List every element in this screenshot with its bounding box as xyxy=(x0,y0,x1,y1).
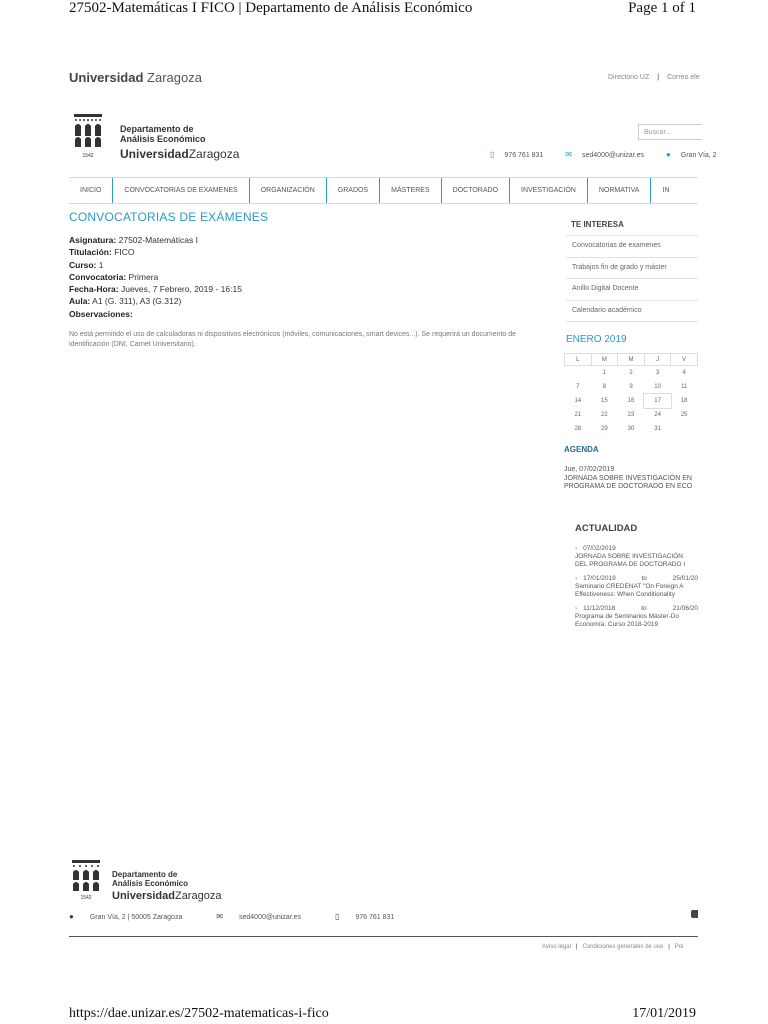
calendar-grid xyxy=(564,353,698,436)
news-item[interactable] xyxy=(575,605,698,629)
field-curso xyxy=(69,259,242,271)
calendar-day[interactable]: 14 xyxy=(574,398,582,404)
field-value: A1 (G. 311), A3 (G.312) xyxy=(92,296,182,307)
calendar-day[interactable]: 24 xyxy=(654,412,661,418)
field-label: Fecha-Hora: xyxy=(69,284,119,295)
exam-details xyxy=(69,234,242,320)
actualidad-heading: ACTUALIDAD xyxy=(575,523,638,534)
nav-grados[interactable]: GRADOS xyxy=(327,178,380,203)
page-title: CONVOCATORIAS DE EXÁMENES xyxy=(69,210,269,224)
calendar-day[interactable]: 16 xyxy=(627,398,635,404)
news-date: 07/02/2019 xyxy=(583,545,616,552)
header-contact xyxy=(490,150,717,159)
field-fecha-hora xyxy=(69,283,242,295)
search-input[interactable]: Buscar... xyxy=(638,124,702,140)
calendar-day[interactable]: 21 xyxy=(574,412,582,418)
footer-contact xyxy=(69,912,426,921)
news-to: to xyxy=(641,605,647,612)
news-item[interactable] xyxy=(575,575,698,599)
calendar-title: ENERO 2019 xyxy=(566,334,627,345)
calendar-day[interactable]: 18 xyxy=(680,398,688,404)
footer-address-text: Gran Vía, 2 | 50005 Zaragoza xyxy=(89,914,183,921)
footer-email-text: sed4000@unizar.es xyxy=(239,914,301,921)
header-email[interactable] xyxy=(565,152,654,159)
univ-brand-bold: Universidad xyxy=(69,70,144,85)
pdf-footer xyxy=(69,1006,696,1022)
main-nav xyxy=(69,177,698,204)
calendar-day xyxy=(565,366,592,381)
univ-brand-rest: Zaragoza xyxy=(147,70,202,85)
news-date: 11/12/2018 xyxy=(583,605,616,612)
field-label: Titulación: xyxy=(69,247,112,258)
university-brand[interactable] xyxy=(69,70,202,85)
footer-link-separator: | xyxy=(575,944,578,950)
uz-rest: Zaragoza xyxy=(188,147,240,161)
calendar-day[interactable]: 1 xyxy=(602,370,607,376)
calendar-day[interactable]: 2 xyxy=(629,370,633,376)
news-line: Effectiveness: When Conditionality xyxy=(575,591,675,598)
footer-logo-icon[interactable] xyxy=(70,860,102,900)
calendar xyxy=(564,353,698,436)
field-aula xyxy=(69,295,242,307)
nav-inicio[interactable]: INICIO xyxy=(69,178,113,203)
footer-uz xyxy=(112,890,221,902)
nav-investigacion[interactable]: INVESTIGACIÓN xyxy=(510,178,588,203)
field-label: Curso: xyxy=(69,259,97,270)
calendar-day[interactable]: 22 xyxy=(601,412,608,418)
field-titulacion xyxy=(69,246,242,258)
calendar-day[interactable]: 29 xyxy=(601,426,608,432)
sidebar-link-calendario[interactable]: Calendario académico xyxy=(566,300,698,323)
calendar-day[interactable]: 23 xyxy=(627,412,635,418)
calendar-day[interactable]: 4 xyxy=(682,370,686,376)
nav-more[interactable]: IN xyxy=(662,187,670,194)
field-value: Jueves, 7 Febrero, 2019 - 16:15 xyxy=(120,284,242,295)
footer-department-line2: Análisis Económico xyxy=(112,879,189,888)
header-phone-text: 976 761 831 xyxy=(504,152,544,159)
weekday-cell: M xyxy=(591,354,618,366)
news-date-end: 21/06/20 xyxy=(672,605,698,612)
header-address xyxy=(666,152,727,159)
footer-links xyxy=(542,944,698,950)
footer-address xyxy=(69,914,198,921)
calendar-day xyxy=(671,422,698,436)
calendar-day[interactable]: 28 xyxy=(574,426,582,432)
sidebar-link-add[interactable]: Anillo Digital Docente xyxy=(566,278,698,300)
department-logo-icon[interactable] xyxy=(72,114,104,158)
field-asignatura xyxy=(69,234,242,246)
calendar-day[interactable]: 30 xyxy=(627,426,635,432)
department-name[interactable] xyxy=(120,124,206,144)
weekday-cell: J xyxy=(644,354,671,366)
email-icon: ✉ xyxy=(565,150,572,159)
uz-bold: Universidad xyxy=(120,147,189,161)
news-line: JORNADA SOBRE INVESTIGACIÓN xyxy=(575,553,683,560)
department-name-line1: Departamento de xyxy=(120,124,194,134)
pdf-header-title: 27502-Matemáticas I FICO | Departamento de Análisis Económico xyxy=(69,0,473,16)
news-date: 17/01/2019 xyxy=(583,575,616,582)
phone-icon: ▯ xyxy=(334,912,340,921)
te-interesa-list xyxy=(566,235,698,322)
header-email-text: sed4000@unizar.es xyxy=(582,152,644,159)
nav-doctorado[interactable]: DOCTORADO xyxy=(442,178,510,203)
field-label: Convocatoria: xyxy=(69,271,127,282)
field-value: 27502-Matemáticas I xyxy=(118,235,198,245)
weekday-cell: V xyxy=(671,354,698,366)
footer-link-separator: | xyxy=(668,944,670,950)
agenda-line: PROGRAMA DE DOCTORADO EN ECO xyxy=(564,483,693,490)
calendar-day[interactable]: 11 xyxy=(681,384,688,390)
header-phone[interactable] xyxy=(490,152,553,159)
field-label: Aula: xyxy=(69,296,91,307)
calendar-week xyxy=(565,408,698,422)
footer-link-condiciones[interactable]: Condiciones generales de uso xyxy=(582,944,664,950)
pdf-header xyxy=(69,0,696,17)
calendar-week xyxy=(565,380,698,394)
correo-link[interactable]: Correo ele xyxy=(667,74,700,81)
actualidad-list xyxy=(575,545,698,635)
top-links xyxy=(608,74,698,81)
pdf-page-number: Page 1 of 1 xyxy=(628,0,696,16)
observaciones-text: No está permitido el uso de calculadoras ni dispositivos electrónicos (móviles, comunicaciones, smart devices...). Se requerirá un documento de identificación (DNI, Carnet Universitario). xyxy=(69,331,517,348)
news-to: to xyxy=(641,575,647,582)
agenda-date: Jue, 07/02/2019 xyxy=(564,466,615,473)
footer-department-line1: Departamento de xyxy=(112,870,178,879)
field-label: Asignatura: xyxy=(69,235,117,245)
logo-year: 1542 xyxy=(82,153,94,159)
calendar-day[interactable]: 25 xyxy=(680,412,688,418)
location-icon: ● xyxy=(69,912,74,921)
header-address-text: Gran Vía, 2 xyxy=(680,152,717,159)
footer-email[interactable] xyxy=(216,914,317,921)
footer-phone-text: 976 761 831 xyxy=(355,914,395,921)
nav-convocatorias[interactable]: CONVOCATORIAS DE EXAMENES xyxy=(113,178,249,203)
field-label: Observaciones: xyxy=(69,308,133,319)
location-icon: ● xyxy=(665,150,671,159)
nav-normativa[interactable]: NORMATIVA xyxy=(588,178,652,203)
news-date-end: 25/01/20 xyxy=(672,575,698,582)
footer-divider xyxy=(69,936,698,937)
calendar-day[interactable]: 31 xyxy=(654,426,661,432)
top-link-separator: | xyxy=(657,74,660,81)
calendar-day[interactable]: 15 xyxy=(601,398,608,404)
news-line: Seminario CREDENAT "On Foreign A xyxy=(575,583,684,590)
calendar-day[interactable]: 7 xyxy=(576,384,580,390)
field-value: Primera xyxy=(128,271,159,282)
te-interesa-heading: TE INTERESA xyxy=(571,220,624,229)
directorio-link[interactable]: Directorio UZ xyxy=(608,74,650,81)
chevron-right-icon: › xyxy=(575,575,578,582)
news-line: Programa de Seminarios Máster-Do xyxy=(575,613,680,620)
calendar-week xyxy=(565,366,698,381)
news-line: DEL PROGRAMA DE DOCTORADO I xyxy=(575,561,686,568)
field-value: FICO xyxy=(114,247,135,258)
nav-organizacion[interactable]: ORGANIZACIÓN xyxy=(250,178,327,203)
footer-department-name xyxy=(112,870,188,888)
pdf-footer-url: https://dae.unizar.es/27502-matematicas-i-fico xyxy=(69,1006,329,1021)
department-uz xyxy=(120,147,239,161)
calendar-day[interactable]: 17 xyxy=(644,394,671,408)
field-value: 1 xyxy=(98,259,104,270)
sidebar-link-tfg[interactable]: Trabajos fin de grado y máster xyxy=(566,257,698,279)
news-line: Economía. Curso 2018-2019 xyxy=(575,621,659,628)
footer-link-politica[interactable]: Pol xyxy=(674,944,684,950)
nav-masteres[interactable]: MÁSTERES xyxy=(380,178,442,203)
weekday-cell: L xyxy=(565,354,592,366)
department-name-line2: Análisis Económico xyxy=(120,134,206,144)
agenda-item[interactable] xyxy=(564,466,698,492)
calendar-week xyxy=(565,394,698,408)
email-icon: ✉ xyxy=(216,912,223,921)
calendar-day[interactable]: 8 xyxy=(602,384,607,390)
calendar-day[interactable]: 3 xyxy=(655,370,660,376)
footer-phone[interactable] xyxy=(335,914,410,921)
phone-icon: ▯ xyxy=(490,150,495,159)
calendar-day[interactable]: 9 xyxy=(629,384,633,390)
weekday-cell: M xyxy=(618,354,645,366)
chevron-right-icon: › xyxy=(575,545,578,552)
agenda-line: JORNADA SOBRE INVESTIGACIÓN EN xyxy=(564,474,692,482)
news-item[interactable] xyxy=(575,545,698,569)
calendar-week xyxy=(565,422,698,436)
calendar-weekdays xyxy=(565,354,698,366)
calendar-body xyxy=(565,366,698,437)
pdf-footer-date: 17/01/2019 xyxy=(632,1006,696,1021)
sidebar-link-convocatorias[interactable]: Convocatorias de examenes xyxy=(566,235,698,257)
footer-link-aviso[interactable]: Aviso legal xyxy=(542,944,571,950)
footer-uz-bold: Universidad xyxy=(112,890,175,902)
footer-uz-rest: Zaragoza xyxy=(174,890,222,902)
calendar-day[interactable]: 10 xyxy=(654,384,661,390)
agenda-heading: AGENDA xyxy=(564,445,599,454)
footer-logo-year: 1542 xyxy=(80,895,92,901)
field-convocatoria xyxy=(69,271,242,283)
footer-edge-icon xyxy=(691,910,698,918)
field-observaciones xyxy=(69,308,242,320)
chevron-right-icon: › xyxy=(575,605,578,612)
